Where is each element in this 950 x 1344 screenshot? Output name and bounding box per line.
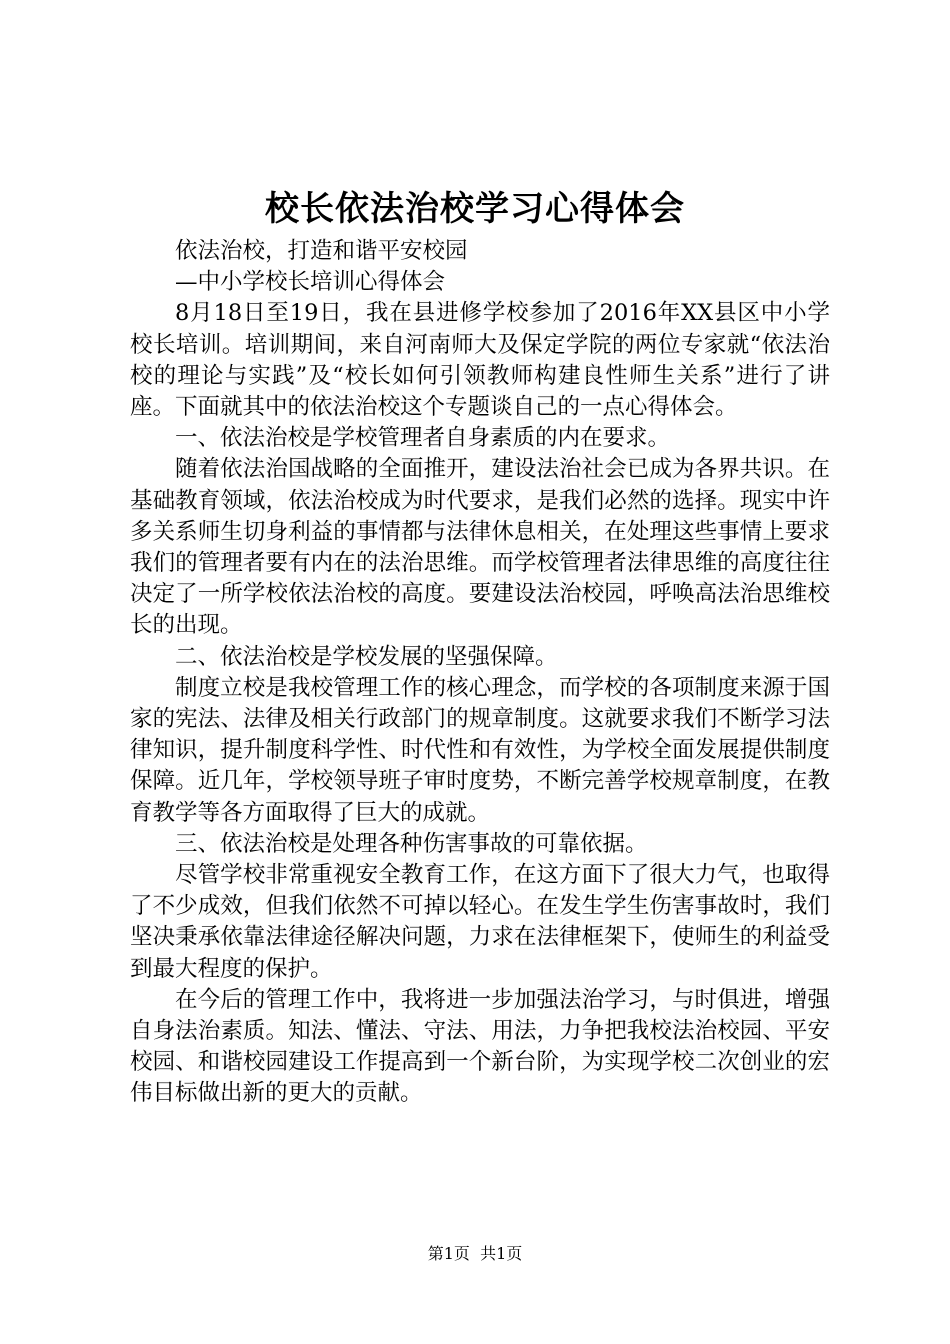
page-footer: 第1页 共1页 [427,1244,523,1263]
body-paragraph: 尽管学校非常重视安全教育工作，在这方面下了很大力气，也取得了不少成效，但我们依然不可掉以轻心。在发生学生伤害事故时，我们坚决秉承依靠法律途径解决问题，力求在法律框架下，使师生的利益受到最大程度的保护。 [130,862,830,982]
body-paragraph: 随着依法治国战略的全面推开，建设法治社会已成为各界共识。在基础教育领域，依法治校成为时代要求，是我们必然的选择。现实中许多关系师生切身利益的事情都与法律休息相关，在处理这些事情上要求我们的管理者要有内在的法治思维。而学校管理者法律思维的高度往往决定了一所学校依法治校的高度。要建设法治校园，呼唤高法治思维校长的出现。 [130,456,830,639]
document-title: 校长依法治校学习心得体会 [265,189,685,229]
section-heading: 二、依法治校是学校发展的坚强保障。 [175,643,558,670]
subtitle-line: —中小学校长培训心得体会 [175,269,446,296]
subtitle-line: 依法治校，打造和谐平安校园 [175,238,468,264]
section-heading: 三、依法治校是处理各种伤害事故的可靠依据。 [175,830,648,857]
section-heading: 一、依法治校是学校管理者自身素质的内在要求。 [175,425,671,452]
body-paragraph: 在今后的管理工作中，我将进一步加强法治学习，与时俱进，增强自身法治素质。知法、懂法、守法、用法，力争把我校法治校园、平安校园、和谐校园建设工作提高到一个新台阶，为实现学校二次创业的宏伟目标做出新的更大的贡献。 [130,986,830,1107]
body-paragraph: 制度立校是我校管理工作的核心理念，而学校的各项制度来源于国家的宪法、法律及相关行政部门的规章制度。这就要求我们不断学习法律知识，提升制度科学性、时代性和有效性，为学校全面发展提供制度保障。近几年，学校领导班子审时度势，不断完善学校规章制度，在教育教学等各方面取得了巨大的成就。 [130,674,830,826]
document-body [130,236,830,1110]
body-paragraph: 8月18日至19日，我在县进修学校参加了2016年XX县区中小学校长培训。培训期间，来自河南师大及保定学院的两位专家就“依法治校的理论与实践”及“校长如何引领教师构建良性师生关系”进行了讲座。下面就其中的依法治校这个专题谈自己的一点心得体会。 [130,300,830,421]
